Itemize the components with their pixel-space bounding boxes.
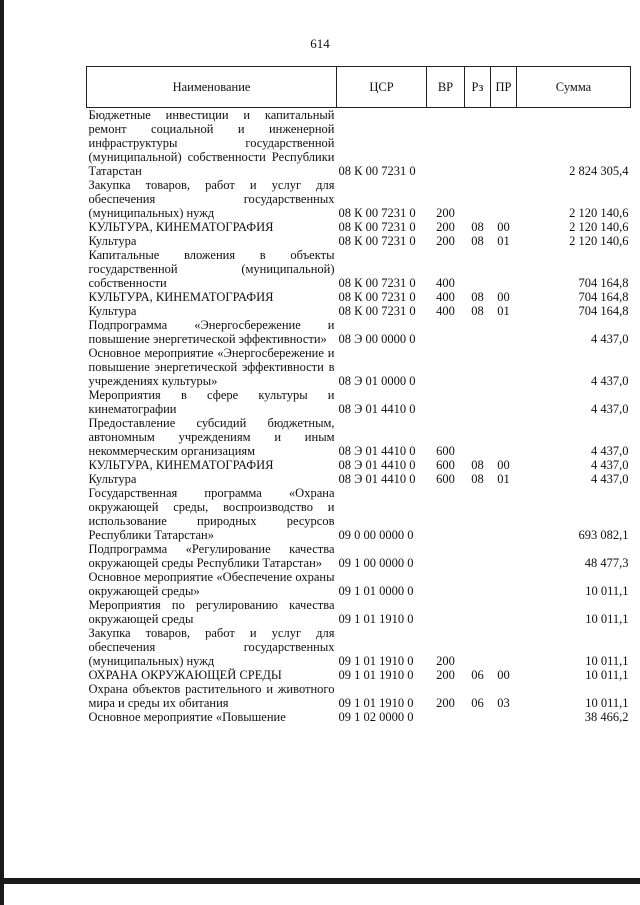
row-sum: 4 437,0 <box>591 458 629 472</box>
table-row <box>87 178 631 220</box>
row-csr: 08 К 00 7231 0 <box>338 220 416 234</box>
row-vr: 200 <box>436 654 455 668</box>
col-header-sum: Сумма <box>517 67 631 108</box>
row-pr <box>491 108 517 179</box>
row-rz: 08 <box>471 458 484 472</box>
row-rz <box>465 318 491 346</box>
row-vr <box>427 388 465 416</box>
row-sum: 704 164,8 <box>578 276 629 290</box>
row-vr: 600 <box>436 458 455 472</box>
row-vr <box>427 542 465 570</box>
table-row <box>87 710 631 724</box>
row-name: Государственная программа «Охрана окружающей среды, воспроизводство и использование природных ресурсов Республики Татарстан» <box>88 486 335 542</box>
row-sum: 2 120 140,6 <box>569 220 629 234</box>
row-pr <box>491 318 517 346</box>
table-row <box>87 388 631 416</box>
table-row <box>87 346 631 388</box>
row-pr: 01 <box>497 472 510 486</box>
row-csr: 09 0 00 0000 0 <box>338 528 414 542</box>
row-sum: 10 011,1 <box>585 668 629 682</box>
row-rz: 08 <box>471 234 484 248</box>
row-sum: 704 164,8 <box>578 290 629 304</box>
row-rz <box>465 346 491 388</box>
row-csr: 08 Э 01 4410 0 <box>338 472 416 486</box>
table-row <box>87 682 631 710</box>
row-sum: 4 437,0 <box>591 402 629 416</box>
budget-table <box>86 66 631 724</box>
row-name: Мероприятия по регулированию качества окружающей среды <box>88 598 335 626</box>
row-pr <box>491 346 517 388</box>
row-name: ОХРАНА ОКРУЖАЮЩЕЙ СРЕДЫ <box>88 668 282 682</box>
col-header-pr: ПР <box>491 67 517 108</box>
table-row <box>87 318 631 346</box>
row-csr: 08 К 00 7231 0 <box>338 164 416 178</box>
row-vr: 200 <box>436 234 455 248</box>
row-rz <box>465 542 491 570</box>
row-vr: 600 <box>436 444 455 458</box>
row-pr: 03 <box>497 696 510 710</box>
row-name: КУЛЬТУРА, КИНЕМАТОГРАФИЯ <box>88 290 274 304</box>
row-pr <box>491 626 517 668</box>
row-rz: 08 <box>471 290 484 304</box>
row-name: КУЛЬТУРА, КИНЕМАТОГРАФИЯ <box>88 458 274 472</box>
table-row <box>87 668 631 682</box>
table-body <box>87 108 631 725</box>
row-csr: 08 Э 00 0000 0 <box>338 332 416 346</box>
row-vr: 400 <box>436 276 455 290</box>
row-pr <box>491 248 517 290</box>
col-header-name: Наименование <box>87 67 337 108</box>
row-pr <box>491 388 517 416</box>
row-sum: 2 824 305,4 <box>569 164 629 178</box>
row-pr <box>491 542 517 570</box>
row-rz <box>465 570 491 598</box>
table-row <box>87 304 631 318</box>
row-pr: 00 <box>497 458 510 472</box>
row-rz <box>465 388 491 416</box>
row-rz: 08 <box>471 472 484 486</box>
row-name: Подпрограмма «Регулирование качества окружающей среды Республики Татарстан» <box>88 542 335 570</box>
row-vr: 600 <box>436 472 455 486</box>
row-rz <box>465 710 491 724</box>
row-name: Бюджетные инвестиции и капитальный ремонт социальной и инженерной инфраструктуры государственной (муниципальной) собственности Республики Татарстан <box>88 108 335 178</box>
table-row <box>87 458 631 472</box>
row-csr: 08 Э 01 4410 0 <box>338 402 416 416</box>
row-vr <box>427 108 465 179</box>
table-row <box>87 598 631 626</box>
row-rz <box>465 178 491 220</box>
row-pr: 00 <box>497 220 510 234</box>
row-vr: 400 <box>436 290 455 304</box>
row-rz <box>465 108 491 179</box>
row-rz <box>465 598 491 626</box>
row-vr <box>427 570 465 598</box>
row-sum: 693 082,1 <box>578 528 629 542</box>
row-sum: 2 120 140,6 <box>569 234 629 248</box>
table-row <box>87 234 631 248</box>
row-rz <box>465 416 491 458</box>
col-header-vr: ВР <box>427 67 465 108</box>
row-sum: 4 437,0 <box>591 444 629 458</box>
row-pr <box>491 416 517 458</box>
row-vr: 400 <box>436 304 455 318</box>
table-row <box>87 570 631 598</box>
row-csr: 08 К 00 7231 0 <box>338 276 416 290</box>
row-name: Предоставление субсидий бюджетным, автономным учреждениям и иным некоммерческим организациям <box>88 416 335 458</box>
row-name: Культура <box>88 472 137 486</box>
table-row <box>87 416 631 458</box>
row-name: Закупка товаров, работ и услуг для обеспечения государственных (муниципальных) нужд <box>88 626 335 668</box>
row-name: Культура <box>88 234 137 248</box>
row-rz <box>465 486 491 542</box>
row-vr <box>427 710 465 724</box>
row-csr: 09 1 01 0000 0 <box>338 584 414 598</box>
row-csr: 08 Э 01 4410 0 <box>338 444 416 458</box>
row-pr <box>491 178 517 220</box>
row-csr: 09 1 01 1910 0 <box>338 654 414 668</box>
row-vr <box>427 318 465 346</box>
row-pr: 00 <box>497 668 510 682</box>
table-row <box>87 472 631 486</box>
row-rz: 06 <box>471 696 484 710</box>
scan-bottom-edge <box>0 878 640 884</box>
row-vr <box>427 598 465 626</box>
row-csr: 08 К 00 7231 0 <box>338 206 416 220</box>
row-sum: 2 120 140,6 <box>569 206 629 220</box>
row-sum: 10 011,1 <box>585 654 629 668</box>
row-pr <box>491 486 517 542</box>
scan-left-edge <box>0 0 4 905</box>
row-rz: 08 <box>471 220 484 234</box>
table-row <box>87 542 631 570</box>
row-pr <box>491 710 517 724</box>
row-sum: 48 477,3 <box>584 556 629 570</box>
row-csr: 08 Э 01 4410 0 <box>338 458 416 472</box>
row-csr: 09 1 01 1910 0 <box>338 668 414 682</box>
row-sum: 4 437,0 <box>591 374 629 388</box>
row-rz: 08 <box>471 304 484 318</box>
row-sum: 38 466,2 <box>584 710 629 724</box>
row-name: Основное мероприятие «Повышение <box>88 710 286 724</box>
col-header-csr: ЦСР <box>337 67 427 108</box>
row-name: Охрана объектов растительного и животного мира и среды их обитания <box>88 682 335 710</box>
row-sum: 4 437,0 <box>591 332 629 346</box>
row-csr: 09 1 01 1910 0 <box>338 612 414 626</box>
row-rz <box>465 248 491 290</box>
row-sum: 10 011,1 <box>585 696 629 710</box>
table-row <box>87 220 631 234</box>
row-pr <box>491 598 517 626</box>
row-vr <box>427 346 465 388</box>
row-rz: 06 <box>471 668 484 682</box>
row-sum: 10 011,1 <box>585 612 629 626</box>
row-name: Мероприятия в сфере культуры и кинематографии <box>88 388 335 416</box>
row-csr: 09 1 01 1910 0 <box>338 696 414 710</box>
table-row <box>87 486 631 542</box>
table-row <box>87 248 631 290</box>
row-pr: 00 <box>497 290 510 304</box>
row-vr <box>427 486 465 542</box>
row-pr: 01 <box>497 304 510 318</box>
page-number: 614 <box>310 36 330 51</box>
row-vr: 200 <box>436 206 455 220</box>
table-row <box>87 626 631 668</box>
row-csr: 09 1 02 0000 0 <box>338 710 414 724</box>
row-name: Закупка товаров, работ и услуг для обеспечения государственных (муниципальных) нужд <box>88 178 335 220</box>
row-rz <box>465 626 491 668</box>
row-name: Основное мероприятие «Энергосбережение и повышение энергетической эффективности в учреждениях культуры» <box>88 346 335 388</box>
row-vr: 200 <box>436 696 455 710</box>
table-header-row <box>87 67 631 108</box>
row-name: Основное мероприятие «Обеспечение охраны окружающей среды» <box>88 570 335 598</box>
row-name: Подпрограмма «Энергосбережение и повышение энергетической эффективности» <box>88 318 335 346</box>
table-row <box>87 290 631 304</box>
row-name: Капитальные вложения в объекты государственной (муниципальной) собственности <box>88 248 335 290</box>
row-sum: 10 011,1 <box>585 584 629 598</box>
row-csr: 08 К 00 7231 0 <box>338 304 416 318</box>
row-sum: 704 164,8 <box>578 304 629 318</box>
row-csr: 08 К 00 7231 0 <box>338 234 416 248</box>
row-csr: 08 К 00 7231 0 <box>338 290 416 304</box>
table-row <box>87 108 631 179</box>
row-csr: 08 Э 01 0000 0 <box>338 374 416 388</box>
row-vr: 200 <box>436 220 455 234</box>
col-header-rz: Рз <box>465 67 491 108</box>
row-vr: 200 <box>436 668 455 682</box>
row-name: КУЛЬТУРА, КИНЕМАТОГРАФИЯ <box>88 220 274 234</box>
row-csr: 09 1 00 0000 0 <box>338 556 414 570</box>
row-name: Культура <box>88 304 137 318</box>
row-pr: 01 <box>497 234 510 248</box>
row-pr <box>491 570 517 598</box>
row-sum: 4 437,0 <box>591 472 629 486</box>
